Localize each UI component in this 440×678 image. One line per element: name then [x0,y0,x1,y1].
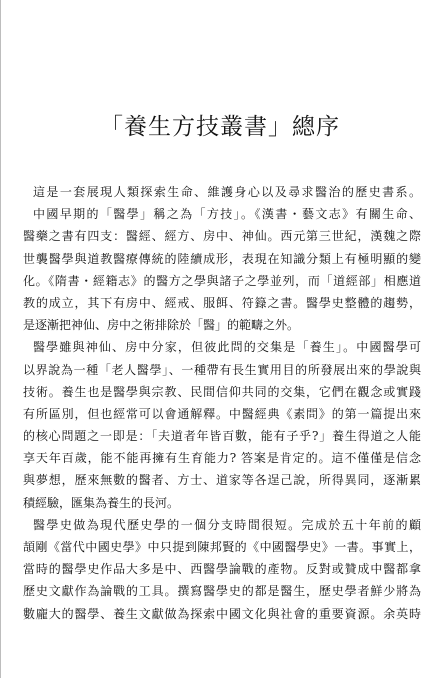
text-line: 享天年百歲，能不能再擁有生育能力? 答案是肯定的。這不僅僅是信念 [23,451,421,466]
text-line: 頡剛《當代中國史學》中只提到陳邦賢的《中國醫學史》一書。事實上， [23,540,421,554]
text-line: 中國早期的「醫學」稱之為「方技」。《漢書・藝文志》有關生命、 [33,207,421,222]
page-title: 「養生方技叢書」總序 [100,114,340,140]
text-line: 是逐漸把神仙、房中之術排除於「醫」的範疇之外。 [23,318,300,333]
page-edge-line [0,0,1,678]
text-line: 醫藥之書有四支：醫經、經方、房中、神仙。西元第三世紀，漢魏之際 [23,229,421,244]
text-line: 積經驗，匯集為養生的長河。 [23,495,180,510]
text-line: 數龐大的醫學、養生文獻做為探索中國文化與社會的重要資源。余英時 [23,606,421,621]
text-line: 歷史文獻作為論戰的工具。撰寫醫學史的都是醫生，歷史學者鮮少將為 [23,584,421,599]
text-line: 技術。養生也是醫學與宗教、民間信仰共同的交集，它們在觀念或實踐 [23,384,421,399]
text-line: 以界說為一種「老人醫學」、一種帶有長生實用目的所發展出來的學說與 [23,362,421,377]
text-line: 與夢想，歷來無數的醫者、方士、道家等各逞己說，所得異同，逐漸累 [23,473,421,488]
text-line: 有所區別，但也經常可以會通解釋。中醫經典《素問》的第一篇提出來 [23,406,421,421]
body-text [23,181,421,625]
text-line: 化。《隋書・經籍志》的醫方之學與諸子之學並列，而「道經部」相應道 [23,273,421,288]
text-line: 醫學史做為現代歷史學的一個分支時間很短。完成於五十年前的顧 [33,517,421,532]
text-line: 教的成立，其下有房中、經戒、服餌、符籙之書。醫學史整體的趨勢， [23,295,421,310]
text-line: 世襲醫學與道教醫療傳統的陸續成形，表現在知識分類上有極明顯的變 [23,251,421,266]
text-line: 這是一套展現人類探索生命、維護身心以及尋求醫治的歷史書系。 [33,185,421,199]
text-line: 醫學雖與神仙、房中分家，但彼此問的交集是「養生」。中國醫學可 [33,340,421,355]
text-line: 的核心問題之一即是：「夫道者年皆百數，能有子乎?」養生得道之人能 [23,429,421,444]
text-line: 當時的醫學史作品大多是中、西醫學論戰的產物。反對或贊成中醫都拿 [23,562,421,577]
